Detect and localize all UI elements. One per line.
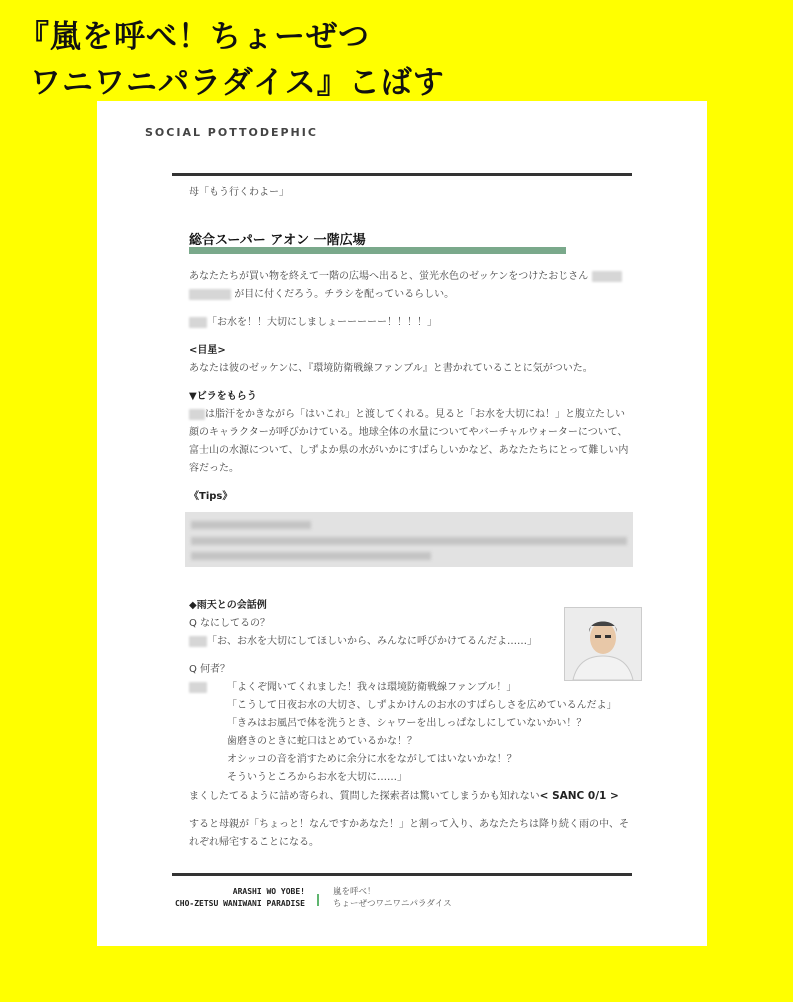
flyer-line-3: 富士山の水源について、しずよか県の水がいかにすばらしいかなど、あなたたちにとって難しい内 <box>189 445 629 456</box>
shout-line: 「お水を！！大切にしましょーーーーー！！！！」 <box>207 317 437 328</box>
paragraph-1b: が目に付くだろう。チラシを配っているらしい。 <box>234 289 455 300</box>
document-page <box>97 101 707 946</box>
redacted-speaker <box>189 409 205 420</box>
paragraph-2 <box>189 314 634 332</box>
answer-2-line-5: オシッコの音を消すために余分に水をながしてはいないかな！？ <box>227 754 517 765</box>
paragraph-1 <box>189 268 634 304</box>
mom-line: 母「もう行くわよー」 <box>189 187 289 198</box>
top-divider <box>172 173 632 176</box>
answer-2-line-2: 「こうして日夜お水の大切さ、しずよかけんのお水のすばらしさを広めているんだよ」 <box>227 700 617 711</box>
tips-box-redacted <box>185 512 633 567</box>
answer-2-line-1 <box>189 679 634 697</box>
question-2: Q 何者？ <box>189 664 231 675</box>
title-line-2: ワニワニパラダイス』こばす <box>30 65 445 101</box>
page-footer <box>97 886 707 916</box>
flyer-line-4: 容だった。 <box>189 463 239 474</box>
person-icon <box>565 608 641 680</box>
footer-jp-line-2: ちょーぜつワニワニパラダイス <box>333 899 452 909</box>
footer-separator <box>317 894 319 906</box>
after-text: まくしたてるように詰め寄られ、質問した探索者は驚いてしまうかも知れない <box>189 791 540 802</box>
question-1: Q なにしてるの？ <box>189 618 271 629</box>
mark-body: あなたは彼のゼッケンに、『環境防衛戦線ファンブル』と書かれていることに気がついた。 <box>189 363 593 374</box>
cover-title <box>18 14 445 106</box>
answer-2-line-4: 歯磨きのときに蛇口はとめているかな！？ <box>227 736 417 747</box>
bottom-divider <box>172 873 632 876</box>
flyer-line-1: は脂汗をかきながら「はいこれ」と渡してくれる。見ると「お水を大切にね！」と腹立たしい <box>205 409 625 420</box>
redacted-line <box>191 537 627 545</box>
flyer-line-2: 顔のキャラクターが呼びかけている。地球全体の水量についてやバーチャルウォーターについて、 <box>189 427 628 438</box>
footer-english-title <box>175 886 305 910</box>
footer-jp-line-1: 嵐を呼べ！ <box>333 887 376 897</box>
paragraph-1a: あなたたちが買い物を終えて一階の広場へ出ると、蛍光水色のゼッケンをつけたおじさん <box>189 271 589 282</box>
redacted-line <box>191 521 311 529</box>
answer-1-text: 「お、お水を大切にしてほしいから、みんなに呼びかけてるんだよ……」 <box>207 636 537 647</box>
npc-avatar <box>564 607 642 681</box>
redacted-speaker <box>189 317 207 328</box>
redacted-name <box>189 289 231 300</box>
footer-japanese-title <box>333 886 452 910</box>
page-content <box>189 184 634 852</box>
redacted-speaker <box>189 682 207 693</box>
flyer-heading: ▼ビラをもらう <box>189 391 257 402</box>
answer-2-text-1: 「よくぞ聞いてくれました！我々は環境防衛戦線ファンブル！」 <box>227 682 517 693</box>
title-underline <box>189 247 566 254</box>
sanc-check: < SANC 0/1 > <box>539 790 619 802</box>
answer-2-line-6: そういうところからお水を大切に……」 <box>227 772 407 783</box>
tips-heading: 《Tips》 <box>189 491 233 502</box>
brand-label: SOCIAL POTTODEPHIC <box>145 126 318 139</box>
ending-line-2: れぞれ帰宅することになる。 <box>189 837 319 848</box>
flyer-body <box>189 406 634 478</box>
redacted-name <box>592 271 622 282</box>
redacted-speaker <box>189 636 207 647</box>
mark-heading: <目星> <box>189 345 226 356</box>
after-line <box>189 787 634 806</box>
footer-en-line-1: ARASHI WO YOBE! <box>232 887 305 896</box>
section-title <box>189 232 634 254</box>
footer-en-line-2: CHO-ZETSU WANIWANI PARADISE <box>174 899 305 908</box>
conversation-section <box>189 597 634 852</box>
section-title-text: 総合スーパー アオン 一階広場 <box>189 233 366 248</box>
conversation-heading: ◆雨天との会話例 <box>189 600 267 611</box>
title-line-1: 『嵐を呼べ！ちょーぜつ <box>18 19 370 55</box>
redacted-line <box>191 552 431 560</box>
ending-line-1: すると母親が「ちょっと！なんですかあなた！」と割って入り、あなたたちは降り続く雨の中、そ <box>189 819 629 830</box>
answer-2-line-3: 「きみはお風呂で体を洗うとき、シャワーを出しっぱなしにしていないかい！？ <box>227 718 587 729</box>
